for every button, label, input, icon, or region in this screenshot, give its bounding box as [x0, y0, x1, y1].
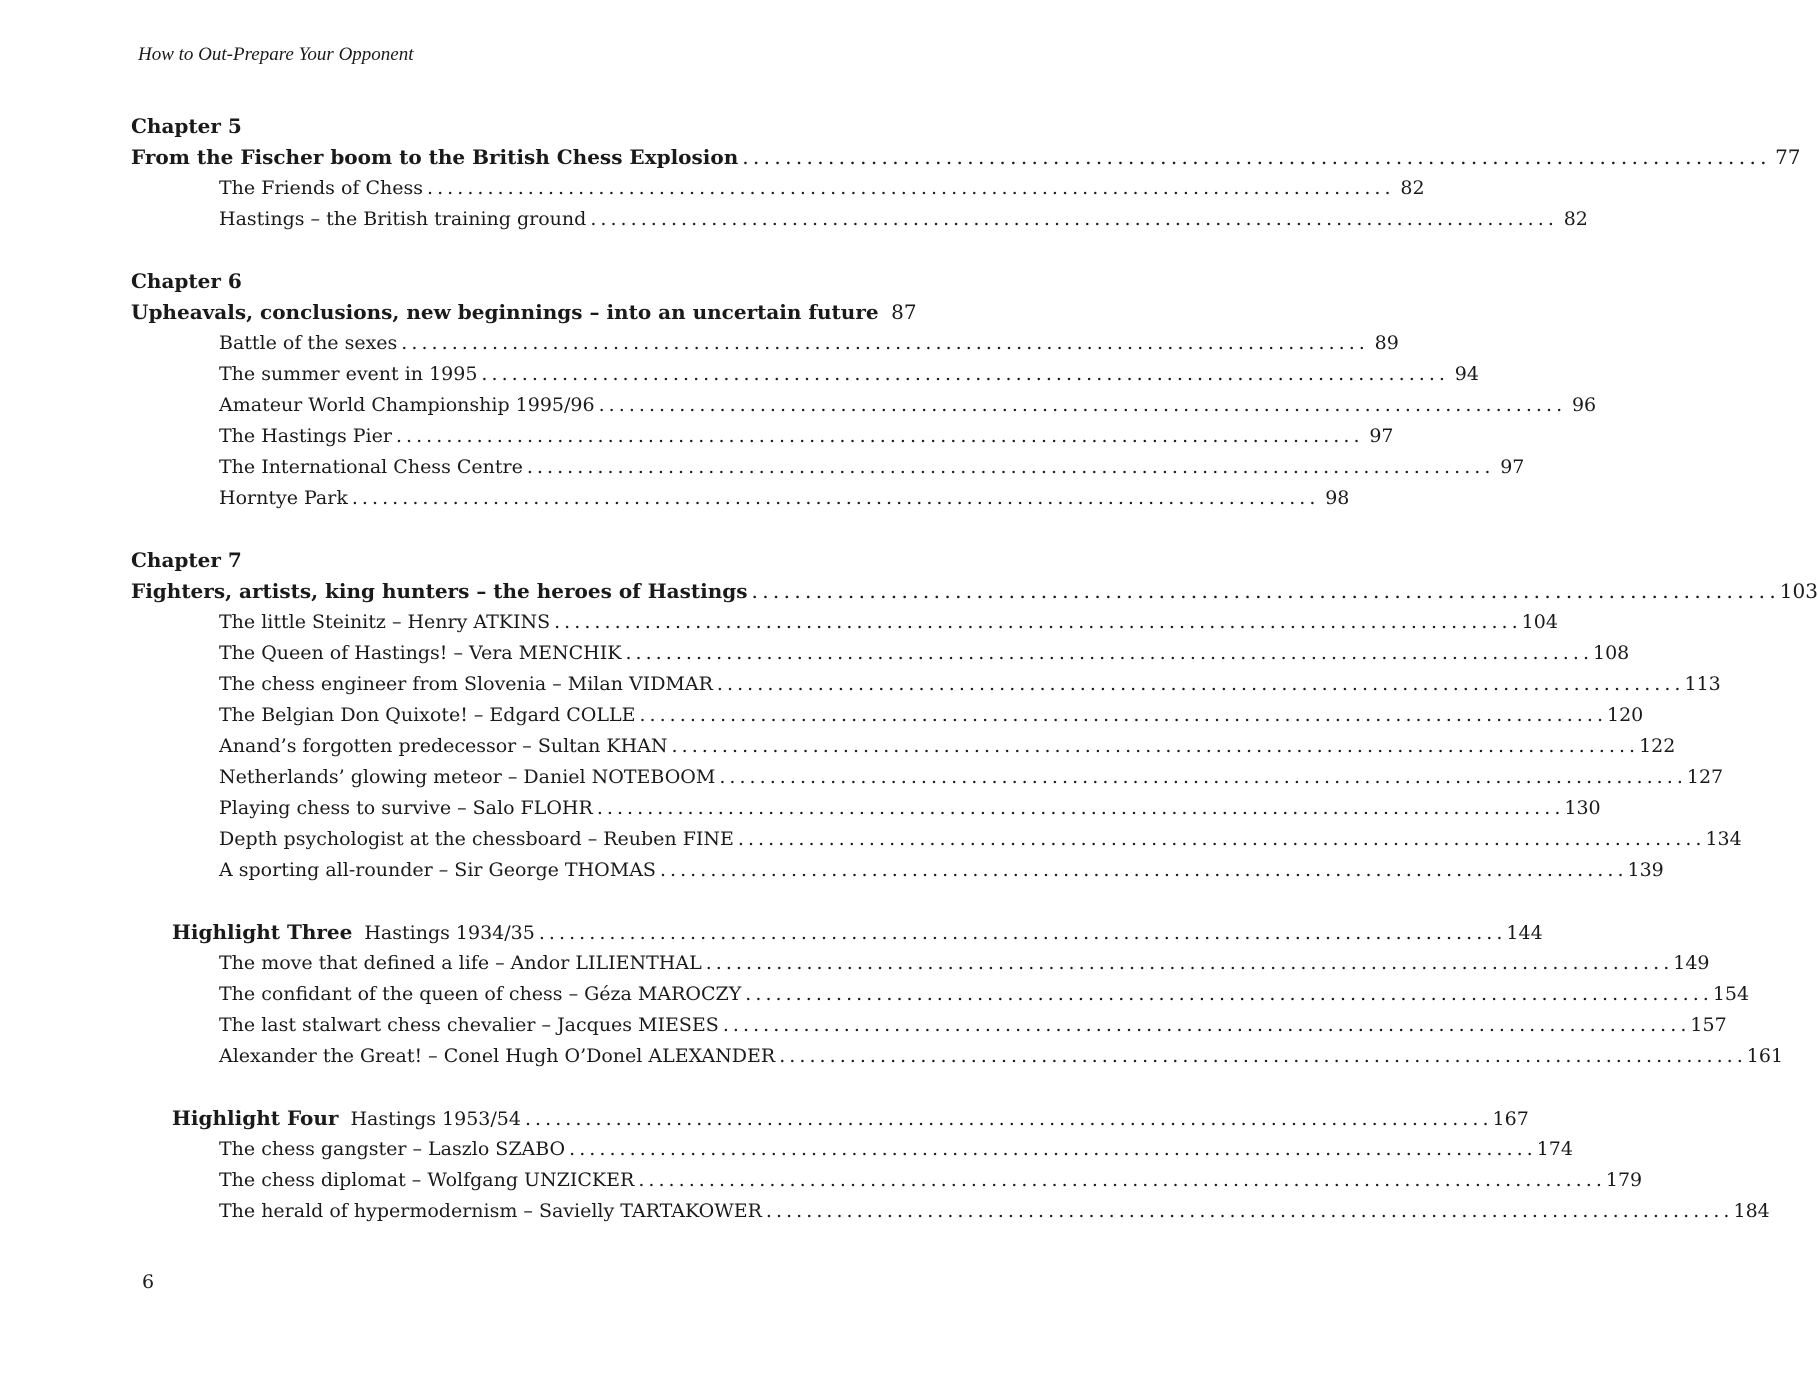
dot-leader: [745, 979, 1709, 1010]
dot-leader: [539, 918, 1503, 949]
entry-title: Hastings – the British training ground: [219, 208, 587, 230]
chapter-title: Upheavals, conclusions, new beginnings – into an uncertain future: [131, 300, 879, 324]
toc-entry[interactable]: [219, 452, 1525, 483]
page-number: 103: [1779, 579, 1818, 603]
toc-entry[interactable]: [219, 607, 1558, 638]
entry-title: Playing chess to survive – Salo FLOHR: [219, 797, 593, 819]
page-number: 120: [1607, 704, 1644, 726]
entry-title: Battle of the sexes: [219, 332, 398, 354]
dot-leader: [527, 452, 1491, 483]
toc-entry[interactable]: [219, 204, 1588, 235]
entry-title: The Friends of Chess: [219, 177, 423, 199]
toc-entry[interactable]: [219, 421, 1394, 452]
dot-leader: [766, 1196, 1730, 1227]
chapter-title-row[interactable]: [131, 576, 1818, 607]
page-number: 130: [1564, 797, 1601, 819]
entry-title: The move that defined a life – Andor LILIENTHAL: [219, 952, 702, 974]
dot-leader: [352, 483, 1316, 514]
entry-title: The Belgian Don Quixote! – Edgard COLLE: [219, 704, 636, 726]
chapter-6-section: [0, 266, 1597, 514]
page-number: 174: [1536, 1138, 1573, 1160]
dot-leader: [672, 731, 1636, 762]
page-folio: 6: [142, 1271, 155, 1293]
page-number: 87: [891, 300, 917, 324]
page-number: 104: [1521, 611, 1558, 633]
chapter-label: Chapter 7: [131, 548, 242, 572]
dot-leader: [638, 1165, 1602, 1196]
dot-leader: [401, 328, 1365, 359]
dot-leader: [525, 1104, 1489, 1135]
toc-entry[interactable]: [219, 855, 1664, 886]
table-of-contents: [0, 111, 1818, 1227]
highlight-three-section: [0, 917, 1784, 1072]
toc-entry[interactable]: [219, 948, 1710, 979]
dot-leader: [569, 1134, 1533, 1165]
dot-leader: [625, 638, 1589, 669]
page-number: 97: [1500, 456, 1525, 478]
chapter-title: From the Fischer boom to the British Chess Explosion: [131, 145, 739, 169]
toc-entry[interactable]: [219, 328, 1399, 359]
dot-leader: [427, 173, 1391, 204]
toc-entry[interactable]: [219, 669, 1721, 700]
dot-leader: [717, 669, 1681, 700]
highlight-title: [172, 1103, 521, 1135]
dot-leader: [660, 855, 1624, 886]
page-number: 127: [1686, 766, 1724, 788]
toc-entry[interactable]: [219, 979, 1750, 1010]
dot-leader: [738, 824, 1702, 855]
page-number: 149: [1673, 952, 1710, 974]
page-number: 184: [1733, 1200, 1770, 1222]
highlight-title-row[interactable]: [172, 917, 1543, 948]
dot-leader: [554, 607, 1518, 638]
page-number: 139: [1627, 859, 1664, 881]
entry-title: The herald of hypermodernism – Savielly TARTAKOWER: [219, 1200, 762, 1222]
toc-entry[interactable]: [219, 390, 1597, 421]
toc-entry[interactable]: [219, 1134, 1573, 1165]
page-number: 89: [1374, 332, 1399, 354]
page-number: 96: [1571, 394, 1597, 416]
dot-leader: [742, 142, 1766, 173]
chapter-5-section: [0, 111, 1801, 235]
entry-title: Alexander the Great! – Conel Hugh O’Donel ALEXANDER: [219, 1045, 776, 1067]
chapter-title: Fighters, artists, king hunters – the heroes of Hastings: [131, 579, 748, 603]
toc-entry[interactable]: [219, 762, 1724, 793]
dot-leader: [639, 700, 1603, 731]
toc-entry[interactable]: [219, 1010, 1727, 1041]
highlight-title: [172, 917, 535, 949]
entry-title: The Queen of Hastings! – Vera MENCHIK: [219, 642, 622, 664]
page-number: 161: [1746, 1045, 1784, 1067]
entry-title: Anand’s forgotten predecessor – Sultan KHAN: [219, 735, 668, 757]
toc-entry[interactable]: [219, 793, 1601, 824]
dot-leader: [597, 793, 1561, 824]
toc-entry[interactable]: [219, 638, 1630, 669]
highlight-title-row[interactable]: [172, 1103, 1529, 1134]
highlight-event: Hastings 1934/35: [364, 922, 535, 944]
page-number: 97: [1369, 425, 1394, 447]
dot-leader: [779, 1041, 1743, 1072]
entry-title: The chess engineer from Slovenia – Milan VIDMAR: [219, 673, 713, 695]
entry-title: The little Steinitz – Henry ATKINS: [219, 611, 551, 633]
dot-leader: [481, 359, 1445, 390]
page-number: 122: [1639, 735, 1676, 757]
toc-entry[interactable]: [219, 731, 1676, 762]
toc-entry[interactable]: [219, 359, 1479, 390]
entry-title: The International Chess Centre: [219, 456, 523, 478]
dot-leader: [751, 576, 1775, 607]
page-number: 154: [1712, 983, 1750, 1005]
toc-entry[interactable]: [219, 824, 1742, 855]
page-number: 77: [1775, 145, 1801, 169]
page-number: 179: [1605, 1169, 1643, 1191]
entry-title: The confidant of the queen of chess – Géza MAROCZY: [219, 983, 742, 1005]
toc-entry[interactable]: [219, 1041, 1784, 1072]
page-number: 134: [1705, 828, 1742, 850]
toc-entry[interactable]: [219, 173, 1425, 204]
entry-title: Horntye Park: [219, 487, 348, 509]
chapter-title-row[interactable]: [131, 297, 917, 328]
page-number: 157: [1690, 1014, 1727, 1036]
page-number: 108: [1593, 642, 1630, 664]
entry-title: The Hastings Pier: [219, 425, 392, 447]
dot-leader: [590, 204, 1554, 235]
chapter-label: Chapter 5: [131, 114, 242, 138]
dot-leader: [599, 390, 1563, 421]
chapter-7-section: [0, 545, 1818, 886]
dot-leader: [706, 948, 1670, 979]
dot-leader: [723, 1010, 1687, 1041]
page-number: 98: [1325, 487, 1350, 509]
entry-title: Amateur World Championship 1995/96: [219, 394, 595, 416]
page-number: 82: [1400, 177, 1425, 199]
chapter-title-row[interactable]: [131, 142, 1801, 173]
page-number: 94: [1454, 363, 1479, 385]
entry-title: A sporting all-rounder – Sir George THOMAS: [219, 859, 656, 881]
highlight-event: Hastings 1953/54: [350, 1108, 521, 1130]
highlight-four-section: [0, 1103, 1770, 1227]
toc-entry[interactable]: [219, 700, 1644, 731]
page-number: 167: [1492, 1108, 1529, 1130]
toc-entry[interactable]: [219, 1165, 1643, 1196]
entry-title: The chess diplomat – Wolfgang UNZICKER: [219, 1169, 635, 1191]
entry-title: The summer event in 1995: [219, 363, 478, 385]
highlight-label: Highlight Three: [172, 920, 353, 944]
dot-leader: [396, 421, 1360, 452]
dot-leader: [719, 762, 1683, 793]
entry-title: Netherlands’ glowing meteor – Daniel NOTEBOOM: [219, 766, 716, 788]
page-number: 82: [1563, 208, 1588, 230]
entry-title: The last stalwart chess chevalier – Jacques MIESES: [219, 1014, 719, 1036]
toc-entry[interactable]: [219, 483, 1350, 514]
page-number: 113: [1684, 673, 1721, 695]
entry-title: Depth psychologist at the chessboard – Reuben FINE: [219, 828, 734, 850]
highlight-label: Highlight Four: [172, 1106, 339, 1130]
running-head: How to Out-Prepare Your Opponent: [138, 44, 414, 65]
toc-entry[interactable]: [219, 1196, 1770, 1227]
chapter-label: Chapter 6: [131, 269, 242, 293]
page-number: 144: [1506, 922, 1543, 944]
entry-title: The chess gangster – Laszlo SZABO: [219, 1138, 566, 1160]
